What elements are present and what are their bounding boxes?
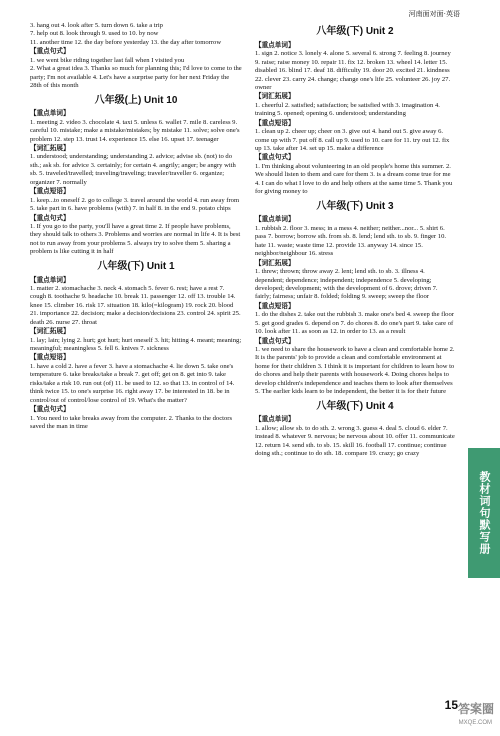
answer-text: 1. have a cold 2. have a fever 3. have a stomachache 4. lie down 5. take one's temperature 6. take breaks/take a break 7. get off; get on 8. get into 9. take risks/take a risk 10. run out (of) 11. be used to 12. so that 13. in control of 14. think twice 15. to one's surprise 16. right away 17. be interested in 18. be in control/out of control/lose control of 19. What's the matter? [30,362,235,404]
page-number: 15 [444,698,458,712]
section-tag: 【重点句式】 [255,337,295,345]
answer-text: 1. sign 2. notice 3. lonely 4. alone 5. several 6. strong 7. feeling 8. journey 9. raise; raise money 10. repair 11. fix 12. broken 13. wheel 14. letter 15. disabled 16. blind 17. deaf 18. difficulty 19. door 20. excited 21. kindness 22. clever 23. carry 24. change; change one's life 25. volunteer 26. joy 27. owner [255,50,451,91]
section-tag: 【重点短语】 [255,302,295,310]
answer-text: 1. keep...to oneself 2. go to college 3. travel around the world 4. run away from 5. take part in 6. have problems (with) 7. in half 8. in the end 9. potato chips [30,196,240,213]
answer-text: 1. threw; thrown; throw away 2. lent; lend sth. to sb. 3. illness 4. dependent; dependence; independent; independence 5. developing; developed; development; with the development of 6. drove; driven 7. fairly; fairness; unfair 8. folded; folding 9. sweep; sweep the floor [255,268,438,301]
answer-text: 3. hang out 4. look after 5. turn down 6. take a trip [30,22,163,29]
unit-heading: 八年级(下) Unit 3 [316,200,394,212]
watermark-logo: 答案圈 [457,702,494,716]
answer-text: 1. we went bike riding together last fall when I visited you [30,56,185,64]
answer-text: 1. do the dishes 2. take out the rubbish 3. make one's bed 4. sweep the floor 5. get good grades 6. depend on 7. do chores 8. do one's part 9. take care of 10. look after 11. as soon as 12. in order to 13. as a result [255,311,454,336]
page-header: 河南面对面·英语 [408,10,460,18]
unit-heading: 八年级(下) Unit 1 [97,260,175,272]
answer-text: 1. matter 2. stomachache 3. neck 4. stomach 5. fever 6. rest; have a rest 7. cough 8. toothache 9. headache 10. break 11. passenger 12. off 13. trouble 14. knee 15. climber 16. risk 17. situation 18. kilo(=kilogram) 19. rock 20. blood 21. importance 22. decision; make a decision/decisions 23. control 24. spirit 25. death 26. nurse 27. throat [30,284,241,326]
section-tag: 【词汇拓展】 [255,259,295,267]
answer-text: 1. meeting 2. video 3. chocolate 4. taxi 5. unless 6. wallet 7. mile 8. careless 9. careful 10. mistake; make a mistake/mistakes; by mistake 11. solve; solve one's problem 12. step 13. trust 14. experience 15. else 16. upset 17. teenager [30,118,240,143]
answer-text: 7. help out 8. look through 9. used to 10. by now [30,30,159,38]
section-tag: 【重点单词】 [255,41,295,49]
answer-text: 11. another time 12. the day before yesterday 13. the day after tomorrow [30,38,222,46]
answer-text: 1. lay; lain; lying 2. hurt; got hurt; hurt oneself 3. hit; hitting 4. meant; meaning; meaningful; meaningless 5. fell 6. knives 7. sickness [30,336,242,353]
unit-heading: 八年级(下) Unit 4 [316,400,394,412]
section-tag: 【重点句式】 [30,214,70,222]
answer-text: 1. we need to share the housework to have a clean and comfortable home 2. It is the parents' job to provide a clean and comfortable environment at home for their children 3. I think it is important for children to learn how to do chores and help their parents with housework 4. Doing chores helps to develop children's independence and teaches them to look after themselves 5. The earlier kids learn to be independent, the better it is for their future [255,346,455,396]
section-tag: 【重点句式】 [255,154,295,162]
section-tag: 【词汇拓展】 [30,145,70,153]
section-tag: 【重点短语】 [30,188,70,196]
section-tag: 【重点单词】 [255,216,295,224]
left-column [30,22,242,431]
section-tag: 【重点单词】 [255,416,295,424]
section-tag: 【重点单词】 [30,110,70,118]
answer-text: 1. clean up 2. cheer up; cheer on 3. give out 4. hand out 5. give away 6. come up with 7. put off 8. call up 9. used to 10. care for 11. try out 12. fix up 13. take after 14. set up 15. make a difference [255,128,450,153]
unit-heading: 八年级(下) Unit 2 [316,26,394,37]
section-tag: 【重点单词】 [30,276,70,284]
section-tag: 【词汇拓展】 [30,328,70,336]
answer-text: 1. I'm thinking about volunteering in an old people's home this summer. 2. We should listen to them and care for them 3. is a dream come true for me 4. I can do what I love to do and help others at the same time 5. Thank you for giving money to [255,162,453,196]
section-tag: 【词汇拓展】 [255,93,295,101]
watermark-url: MXQE.COM [458,720,492,726]
section-tag: 【重点短语】 [30,354,70,362]
answer-text: 1. understood; understanding; understanding 2. advice; advise sb. (not) to do sth.; ask sb. for advice 3. certainly; for certain 4. angrily; anger; be angry with sb. 5. traveled/travelled; traveling/traveling; traveler/traveller 6. organize; organizer 7. normally [30,153,236,186]
section-tag: 【重点句式】 [30,48,70,56]
answer-text: 1. cheerful 2. satisfied; satisfaction; be satisfied with 3. imagination 4. training 5. opened; opening 6. understood; understanding [255,101,440,118]
answer-text: 1. allow; allow sb. to do sth. 2. wrong 3. guess 4. deal 5. cloud 6. elder 7. instead 8. whatever 9. nervous; be nervous about 10. offer 11. communicate 12. return 14. send sth. to sb. 15. skill 16. football 17. continue; continue doing sth.; continue to do sth. 18. compare 19. crazy; go crazy [255,424,455,458]
section-tag: 【重点句式】 [30,406,70,414]
unit-heading: 八年级(上) Unit 10 [94,94,178,106]
answer-text: 2. What a great idea 3. Thanks so much for planning this; I'd love to come to the party; I'm not available 4. Let's have a surprise party for her next Friday the 28th of this month [30,65,242,90]
answer-text: 1. You need to take breaks away from the computer. 2. Thanks to the doctors saved the man in time [30,414,233,430]
section-tag: 【重点短语】 [255,119,295,127]
side-tab: 教材词句默写册 [468,448,500,578]
answer-text: 1. If you go to the party, you'll have a great time 2. If people have problems, they should talk to others 3. Problems and worries are normal in life 4. It is best not to run away from your problems 5. always try to solve them 5. sharing a problem is like cutting it in half [30,222,241,256]
right-column [255,22,455,459]
answer-text: 1. rubbish 2. floor 3. mess; in a mess 4. neither; neither...nor... 5. shirt 6. pass 7. borrow; borrow sth. from sb. 8. lend; lend sth. to sb. 9. finger 10. hate 11. waste; waste time 12. provide 13. anyway 14. since 15. neighbor/neighbour 16. stress [255,224,447,258]
